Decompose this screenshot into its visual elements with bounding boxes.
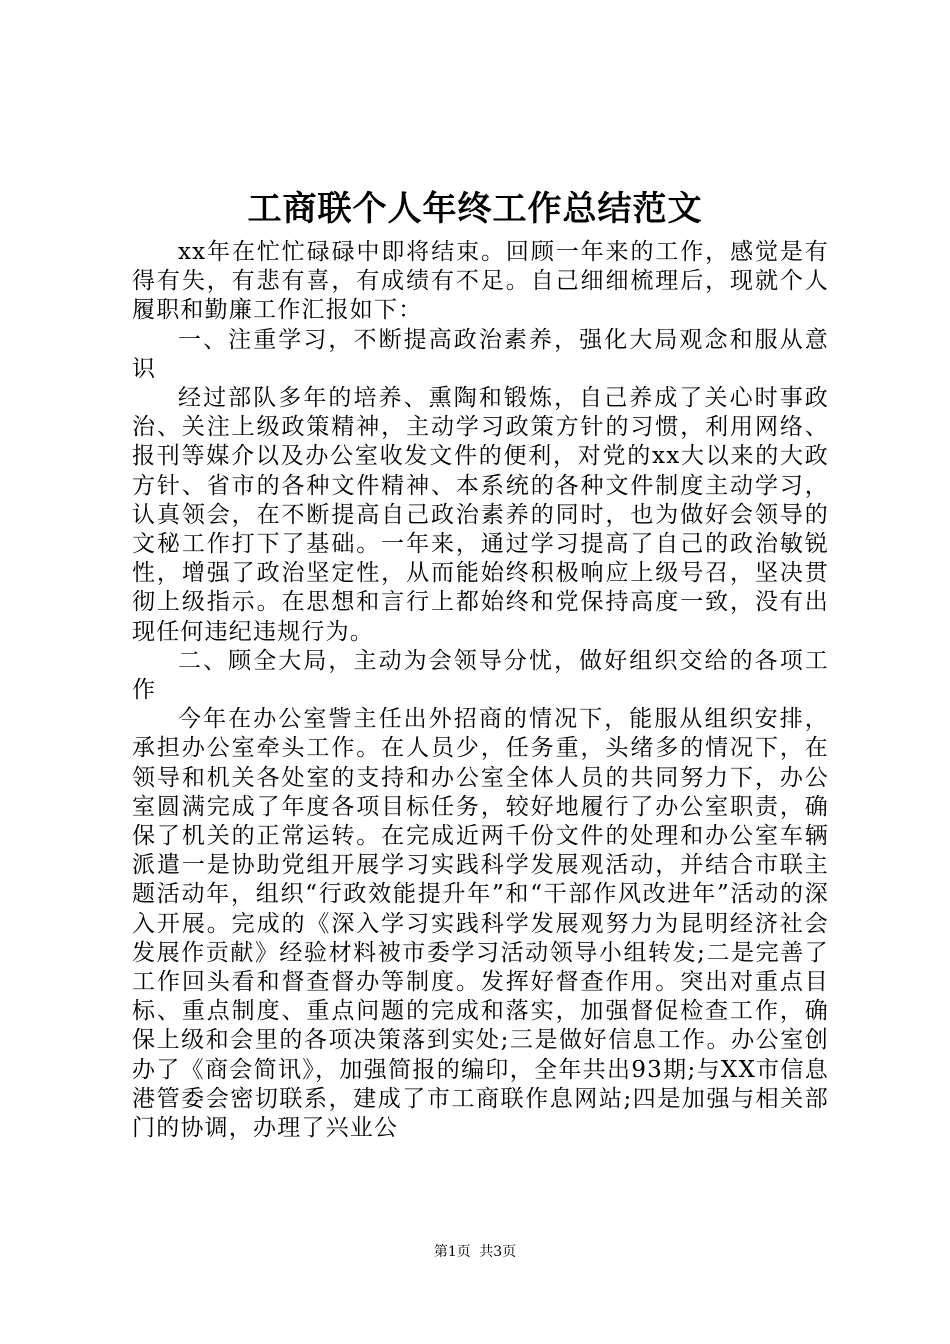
page-number: 第1页 (433, 1244, 471, 1260)
paragraph-section-2: 今年在办公室訾主任出外招商的情况下，能服从组织安排，承担办公室牵头工作。在人员少，任务重，头绪多的情况下，在领导和机关各处室的支持和办公室全体人员的共同努力下，办公室圆满完成了年度各项目标任务，较好地履行了办公室职责，确保了机关的正常运转。在完成近两千份文件的处理和办公室车辆派遣一是协助党组开展学习实践科学发展观活动，并结合市联主题活动年，组织“行政效能提升年”和“干部作风改进年”活动的深入开展。完成的《深入学习实践科学发展观努力为昆明经济社会发展作贡献》经验材料被市委学习活动领导小组转发;二是完善了工作回头看和督查督办等制度。发挥好督查作用。突出对重点目标、重点制度、重点问题的完成和落实，加强督促检查工作，确保上级和会里的各项决策落到实处;三是做好信息工作。办公室创办了《商会简讯》，加强简报的编印，全年共出93期;与XX市信息港管委会密切联系，建成了市工商联作息网站;四是加强与相关部门的协调，办理了兴业公 (132, 706, 829, 1142)
page-total: 共3页 (479, 1244, 517, 1260)
section-heading-2: 二、顾全大局，主动为会领导分忧，做好组织交给的各项工作 (132, 647, 829, 704)
document-title: 工商联个人年终工作总结范文 (247, 189, 703, 229)
paragraph-intro: xx年在忙忙碌碌中即将结束。回顾一年来的工作，感觉是有得有失，有悲有喜，有成绩有不足。自己细细梳理后，现就个人履职和勤廉工作汇报如下： (132, 239, 829, 324)
paragraph-section-1: 经过部队多年的培养、熏陶和锻炼，自己养成了关心时事政治、关注上级政策精神，主动学习政策方针的习惯，利用网络、报刊等媒介以及办公室收发文件的便利，对党的xx大以来的大政方针、省市的各种文件精神、本系统的各种文件制度主动学习，认真领会，在不断提高自己政治素养的同时，也为做好会领导的文秘工作打下了基础。一年来，通过学习提高了自己的政治敏锐性，增强了政治坚定性，从而能始终积极响应上级号召，坚决贯彻上级指示。在思想和言行上都始终和党保持高度一致，没有出现任何违纪违规行为。 (132, 385, 829, 645)
section-heading-1: 一、注重学习，不断提高政治素养，强化大局观念和服从意识 (132, 326, 829, 382)
document-body (132, 238, 829, 1143)
page-footer (0, 1242, 950, 1262)
